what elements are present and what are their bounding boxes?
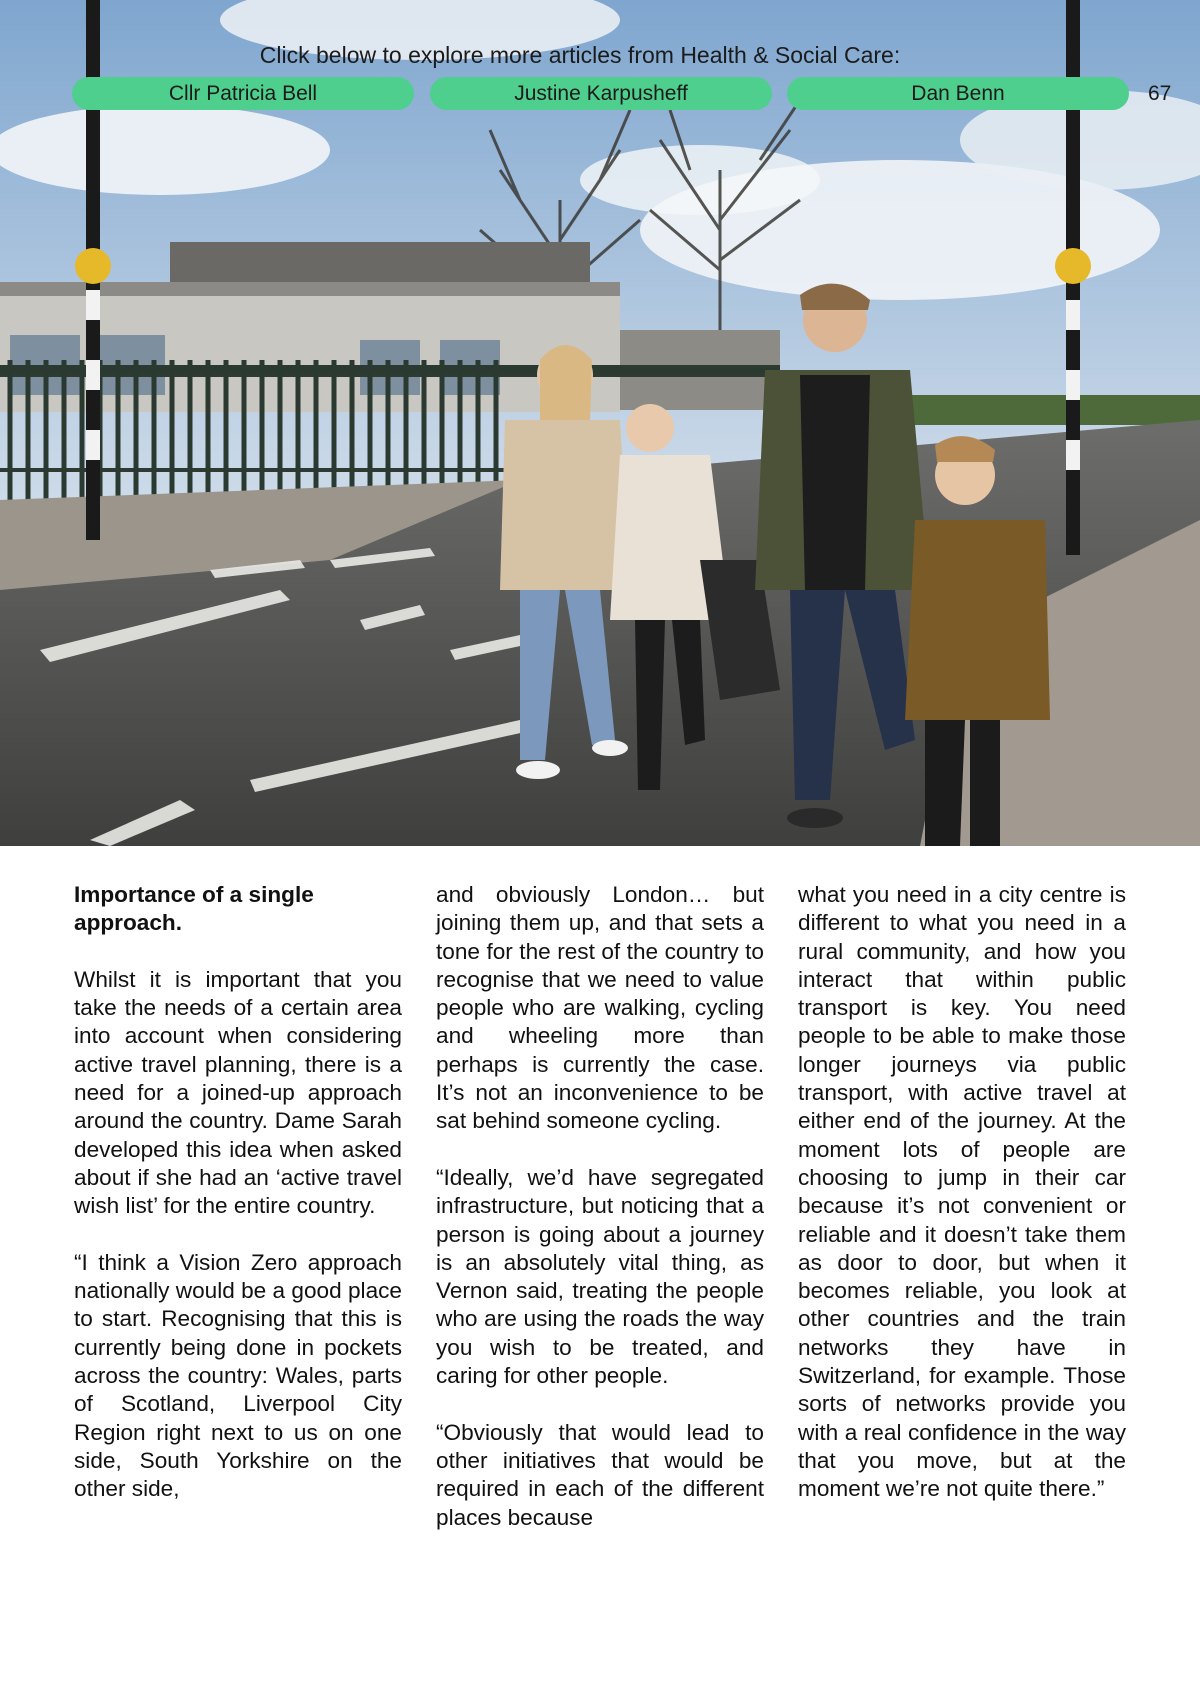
paragraph: “Ideally, we’d have segregated infrastructure, but noticing that a person is going about a journey is an absolutely vital thing, as Vernon said, treating the people who are using the roads the way you wish to be treated, and caring for other people.: [436, 1164, 764, 1389]
paragraph: “I think a Vision Zero approach nationally would be a good place to start. Recognising that this is currently being done in pockets across the country: Wales, parts of Scotland, Liverpool City Region right next to us on one side, South Yorkshire on the other side,: [74, 1249, 402, 1502]
paragraph: Whilst it is important that you take the needs of a certain area into account when considering active travel planning, there is a need for a joined-up approach around the country. Dame Sarah developed this idea when asked about if she had an ‘active travel wish list’ for the entire country.: [74, 966, 402, 1219]
page-number: 67: [1148, 82, 1172, 105]
nav-caption: Click below to explore more articles from Health & Social Care:: [259, 42, 901, 68]
paragraph: “Obviously that would lead to other initiatives that would be required in each of the different places because: [436, 1419, 764, 1530]
hero-photo: [0, 0, 1200, 846]
article-column-3: [798, 881, 1126, 1532]
article-link-button-3[interactable]: Dan Benn: [787, 77, 1129, 110]
section-heading: Importance of a single approach.: [74, 882, 314, 936]
article-column-1: [74, 881, 402, 1532]
paragraph: what you need in a city centre is different to what you need in a rural community, and how you interact that within public transport is key. You need people to be able to make those longer journeys via public transport, with active travel at either end of the journey. At the moment lots of people are choosing to jump in their car because it’s not convenient or reliable and it doesn’t take them as door to door, but when it becomes reliable, you look at other countries and the train networks they have in Switzerland, for example. Those sorts of networks provide you with a real confidence in the way that you move, but at the moment we’re not quite there.”: [798, 882, 1126, 1502]
article-link-button-1[interactable]: Cllr Patricia Bell: [72, 77, 414, 110]
article-link-button-2[interactable]: Justine Karpusheff: [430, 77, 772, 110]
article-column-2: [436, 881, 764, 1560]
family-crossing-illustration: [0, 0, 1200, 846]
paragraph: and obviously London… but joining them up, and that sets a tone for the rest of the country to recognise that we need to value people who are walking, cycling and wheeling more than perhaps is currently the case. It’s not an inconvenience to be sat behind someone cycling.: [436, 882, 764, 1134]
